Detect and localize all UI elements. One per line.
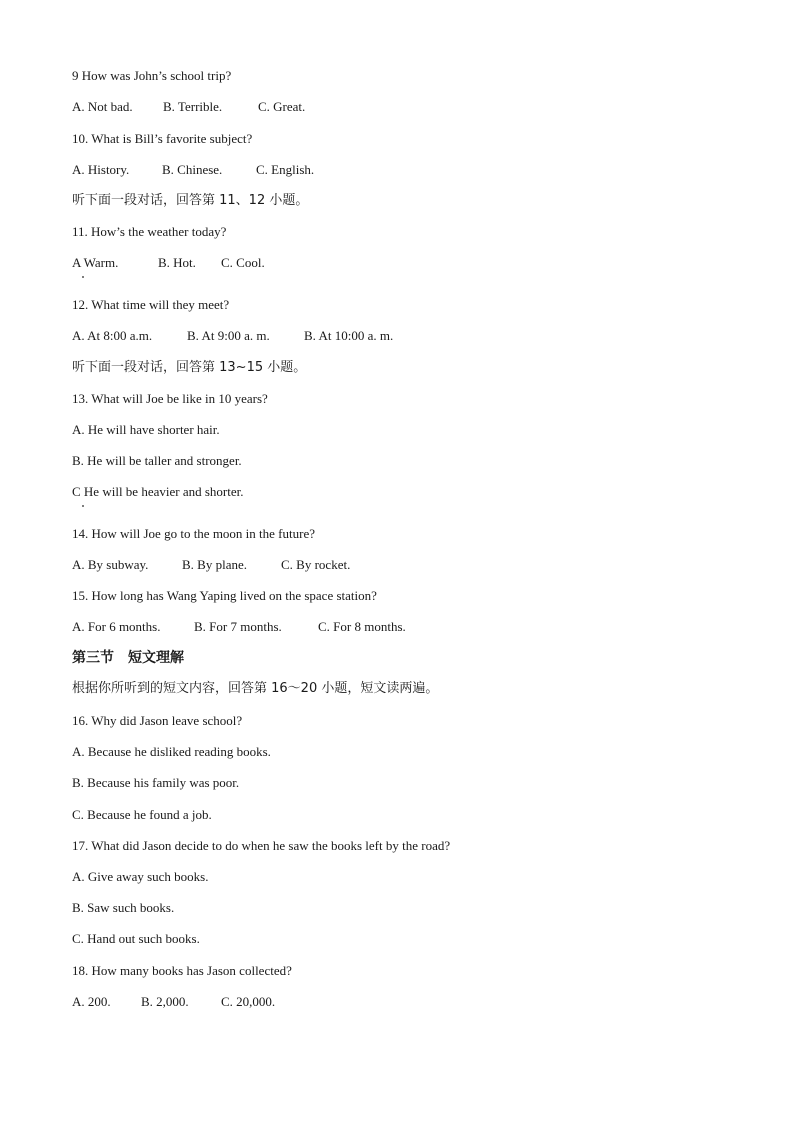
question-10: 10. What is Bill’s favorite subject?	[72, 131, 253, 146]
q13-option-c: C He will be heavier and shorter.	[72, 484, 244, 499]
q12-option-b: B. At 9:00 a. m.	[187, 328, 270, 343]
q15-option-a: A. For 6 months.	[72, 619, 161, 634]
q11-option-a: A Warm.	[72, 255, 119, 270]
q10-option-a: A. History.	[72, 162, 130, 177]
q14-option-b: B. By plane.	[182, 557, 247, 572]
q17-option-a: A. Give away such books.	[72, 869, 209, 884]
q17-option-b: B. Saw such books.	[72, 900, 175, 915]
q10-option-c: C. English.	[256, 162, 315, 177]
q16-option-a: A. Because he disliked reading books.	[72, 744, 271, 759]
question-16: 16. Why did Jason leave school?	[72, 713, 243, 728]
question-11: 11. How’s the weather today?	[72, 224, 227, 239]
q17-option-c: C. Hand out such books.	[72, 931, 200, 946]
stray-dot	[82, 505, 84, 507]
section-number: 第三节	[72, 650, 114, 666]
q9-option-c: C. Great.	[258, 99, 306, 114]
question-9: 9 How was John’s school trip?	[72, 68, 232, 83]
q14-option-c: C. By rocket.	[281, 557, 351, 572]
q13-option-a: A. He will have shorter hair.	[72, 422, 220, 437]
question-17: 17. What did Jason decide to do when he saw the books left by the road?	[72, 838, 451, 853]
question-13: 13. What will Joe be like in 10 years?	[72, 391, 268, 406]
q12-option-c: B. At 10:00 a. m.	[304, 328, 394, 343]
q18-option-b: B. 2,000.	[141, 994, 189, 1009]
stray-dot	[82, 276, 84, 278]
instruction-13-15: 听下面一段对话，回答第 13~15 小题。	[72, 360, 307, 375]
instruction-11-12: 听下面一段对话，回答第 11、12 小题。	[72, 193, 309, 208]
section-heading	[72, 650, 184, 666]
q12-option-a: A. At 8:00 a.m.	[72, 328, 153, 343]
q9-option-a: A. Not bad.	[72, 99, 133, 114]
question-14: 14. How will Joe go to the moon in the future?	[72, 526, 315, 541]
q18-option-c: C. 20,000.	[221, 994, 276, 1009]
section-title: 短文理解	[128, 650, 184, 666]
q15-option-b: B. For 7 months.	[194, 619, 282, 634]
q18-option-a: A. 200.	[72, 994, 111, 1009]
q16-option-c: C. Because he found a job.	[72, 807, 212, 822]
q14-option-a: A. By subway.	[72, 557, 149, 572]
q13-option-b: B. He will be taller and stronger.	[72, 453, 242, 468]
q16-option-b: B. Because his family was poor.	[72, 775, 240, 790]
q15-option-c: C. For 8 months.	[318, 619, 406, 634]
q10-option-b: B. Chinese.	[162, 162, 223, 177]
q11-option-c: C. Cool.	[221, 255, 265, 270]
question-15: 15. How long has Wang Yaping lived on the space station?	[72, 588, 377, 603]
question-18: 18. How many books has Jason collected?	[72, 963, 292, 978]
q9-option-b: B. Terrible.	[163, 99, 223, 114]
instruction-16-20: 根据你所听到的短文内容，回答第 16～20 小题，短文读两遍。	[72, 681, 439, 696]
question-12: 12. What time will they meet?	[72, 297, 230, 312]
q11-option-b: B. Hot.	[158, 255, 196, 270]
